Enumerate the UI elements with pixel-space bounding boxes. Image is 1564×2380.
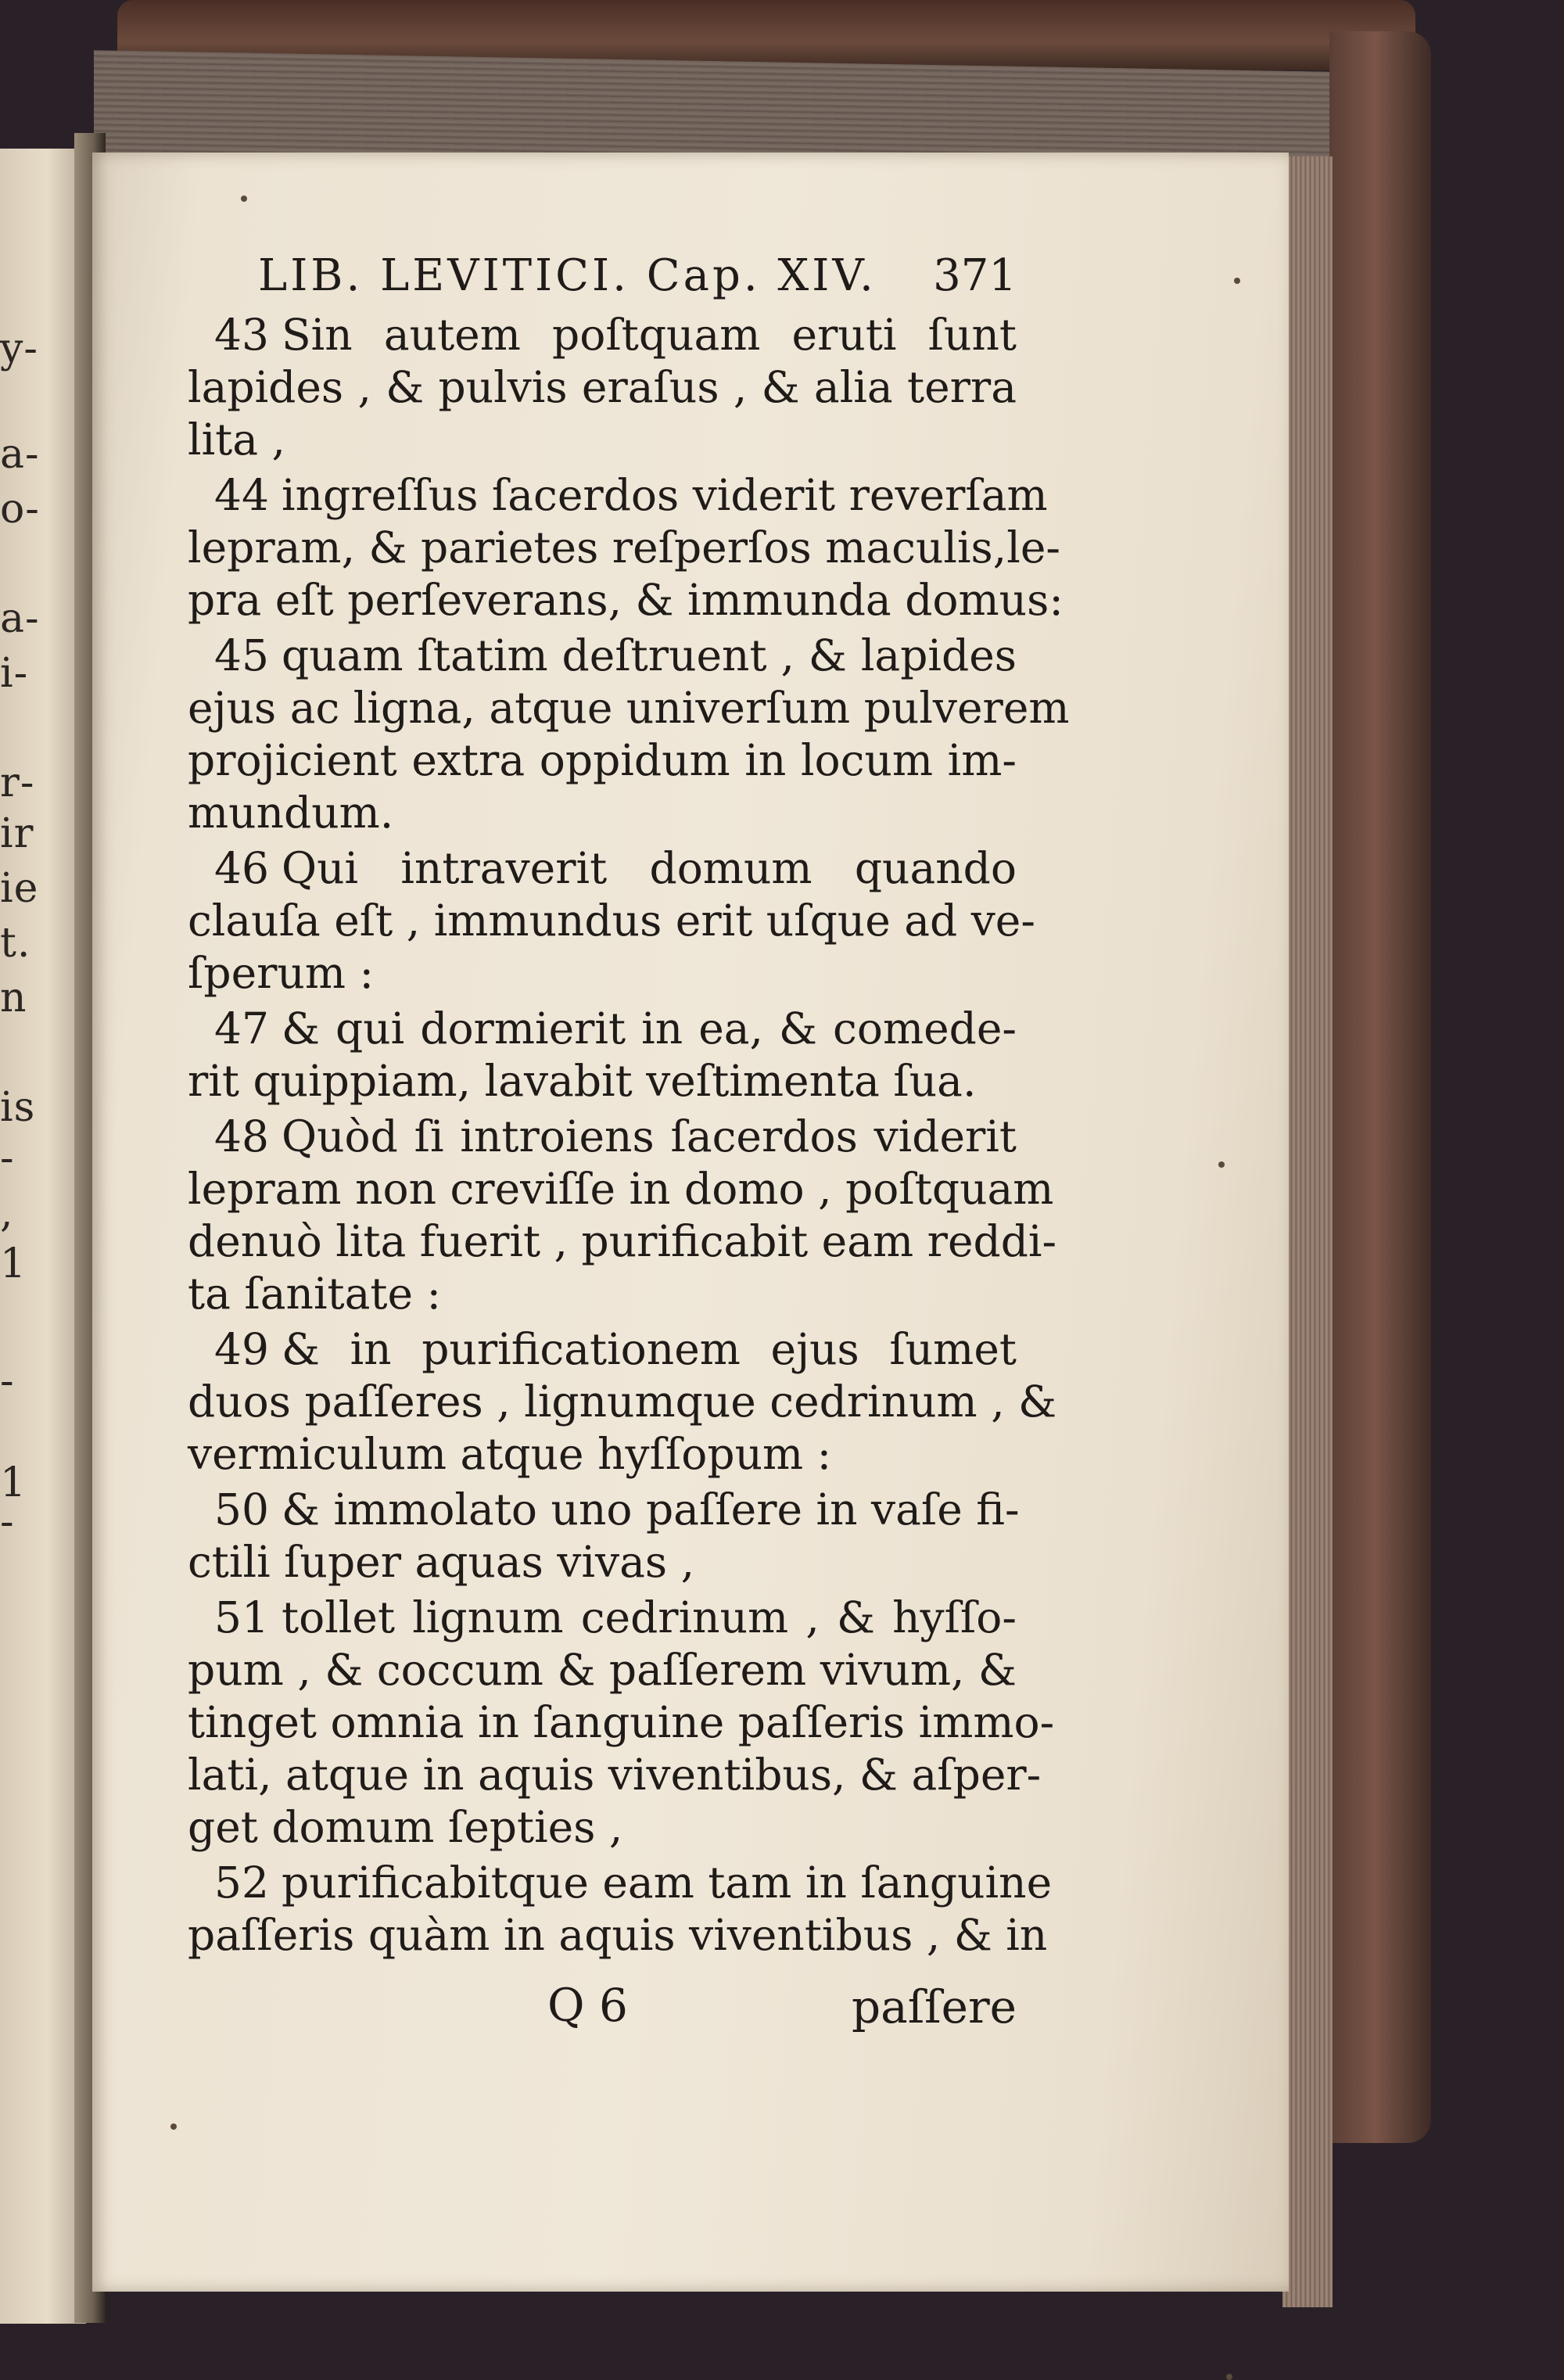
verse	[188, 1592, 1055, 1854]
verse	[188, 469, 1064, 626]
verse-line	[188, 630, 1017, 682]
verse-line-text: & immolato uno paſſere in vaſe fi-	[282, 1484, 1020, 1535]
verse-line	[188, 1749, 1042, 1801]
verse	[188, 1003, 1017, 1107]
facing-page-fragment: 1	[0, 1459, 27, 1506]
verse-line-text: ta ſanitate :	[188, 1269, 442, 1319]
facing-page-fragment: ie	[0, 865, 39, 912]
facing-page-fragment: r-	[0, 759, 35, 806]
verse-line	[188, 842, 1017, 895]
facing-page-fragment: -	[0, 1358, 15, 1405]
verse-line-text: get domum ſepties ,	[188, 1802, 623, 1852]
verse-line-text: ingreſſus ſacerdos viderit reverſam	[282, 470, 1048, 520]
verse-line-text: purificabitque eam tam in ſanguine	[282, 1858, 1053, 1908]
verse-line	[188, 1215, 1057, 1268]
verse-number: 50	[214, 1484, 269, 1535]
verse-line-text: rit quippiam, lavabit veſtimenta ſua.	[188, 1056, 977, 1106]
facing-page-fragment: a-	[0, 595, 40, 642]
verse-line	[188, 1644, 1017, 1696]
verse-line-text: Qui intraverit domum quando	[282, 843, 1017, 893]
facing-page-left	[0, 149, 86, 2324]
facing-page-fragment: a-	[0, 431, 40, 478]
verse	[188, 630, 1070, 839]
page-footer	[188, 1979, 1017, 2041]
verse-line-text: tollet lignum cedrinum , & hyſſo-	[282, 1592, 1017, 1642]
verse-line-text: tinget omnia in ſanguine paſſeris immo-	[188, 1697, 1055, 1747]
verse-line-text: lita ,	[188, 415, 286, 465]
page-number: 371	[933, 250, 1017, 301]
verse-line	[188, 1055, 1017, 1107]
verse-line	[188, 734, 1017, 787]
verse-line	[188, 1376, 1057, 1428]
verse-number: 45	[214, 630, 269, 680]
running-header	[258, 250, 1017, 305]
facing-page-fragment: t.	[0, 920, 31, 967]
verse-text-block	[188, 309, 1070, 1965]
verse	[188, 1484, 1020, 1588]
verse-line-text: ſperum :	[188, 948, 374, 998]
verse-line	[188, 1163, 1054, 1215]
verse-line	[188, 1003, 1017, 1055]
verse-line-text: ejus ac ligna, atque univerſum pulverem	[188, 683, 1070, 733]
facing-page-fragment: 1	[0, 1240, 27, 1287]
running-title: LIB. LEVITICI. Cap. XIV.	[258, 250, 877, 301]
verse-line-text: & qui dormierit in ea, & comede-	[282, 1003, 1017, 1054]
verse-line	[188, 1428, 1017, 1481]
verse-line-text: mundum.	[188, 788, 394, 838]
verse-line	[188, 787, 1017, 839]
verse-number: 46	[214, 843, 269, 893]
verse-line	[188, 682, 1070, 734]
verse-line	[188, 1592, 1017, 1644]
ink-speck	[1218, 1161, 1225, 1168]
verse-line	[188, 414, 1017, 466]
ink-speck	[241, 196, 247, 202]
verse	[188, 309, 1017, 466]
verse-line	[188, 361, 1017, 414]
verse-line	[188, 947, 1017, 1000]
verse-number: 49	[214, 1324, 269, 1374]
verse-line	[188, 1696, 1055, 1749]
verse-number: 48	[214, 1111, 269, 1161]
verse-line-text: paſſeris quàm in aquis viventibus , & in	[188, 1910, 1048, 1960]
verse-line-text: pum , & coccum & paſſerem vivum, &	[188, 1645, 1017, 1695]
verse-line	[188, 522, 1060, 574]
verse-line-text: & in purificationem ejus ſumet	[282, 1324, 1017, 1374]
facing-page-fragment: o-	[0, 486, 40, 533]
verse	[188, 1323, 1057, 1481]
facing-page-fragment: is	[0, 1084, 36, 1131]
verse-number: 47	[214, 1003, 269, 1054]
verse-line-text: lapides , & pulvis eraſus , & alia terra	[188, 362, 1017, 412]
facing-page-fragment: y-	[0, 325, 38, 372]
verse-line	[188, 309, 1017, 361]
verse-line	[188, 469, 1048, 522]
verse	[188, 1857, 1053, 1962]
ink-speck	[1226, 2374, 1232, 2380]
verse-line-text: clauſa eſt , immundus erit uſque ad ve-	[188, 896, 1035, 946]
facing-page-fragment: ,	[0, 1190, 14, 1237]
verse	[188, 1111, 1057, 1320]
verse-line	[188, 1323, 1017, 1376]
verse-number: 44	[214, 470, 269, 520]
verse-line-text: lati, atque in aquis viventibus, & aſper-	[188, 1750, 1042, 1800]
facing-page-fragment: ir	[0, 810, 34, 857]
verse-number: 43	[214, 310, 269, 360]
catchword: paſſere	[851, 1980, 1017, 2034]
verse-line	[188, 1268, 1017, 1320]
verse-line-text: Sin autem poſtquam eruti ſunt	[282, 310, 1017, 360]
verse-line-text: vermiculum atque hyſſopum :	[188, 1429, 832, 1479]
verse-line-text: denuò lita fuerit , purificabit eam reddi-	[188, 1216, 1057, 1266]
verse-line	[188, 574, 1064, 626]
verse-line-text: quam ſtatim deſtruent , & lapides	[282, 630, 1017, 680]
facing-page-fragment: n	[0, 975, 27, 1021]
verse-line	[188, 1484, 1020, 1536]
ink-speck	[1234, 278, 1240, 284]
verse	[188, 842, 1035, 1000]
verse-line-text: lepram, & parietes reſperſos maculis,le-	[188, 522, 1060, 573]
verse-number: 51	[214, 1592, 269, 1642]
verse-line-text: duos paſſeres , lignumque cedrinum , &	[188, 1377, 1057, 1427]
verse-line	[188, 1909, 1048, 1962]
verse-line-text: Quòd ſi introiens ſacerdos viderit	[282, 1111, 1017, 1161]
verse-line-text: lepram non creviſſe in domo , poſtquam	[188, 1164, 1054, 1214]
book-cover-right	[1329, 31, 1431, 2143]
verse-line-text: pra eſt perſeverans, & immunda domus:	[188, 575, 1064, 625]
facing-page-fragment: i-	[0, 650, 29, 697]
facing-page-fragment: -	[0, 1135, 15, 1182]
signature-mark: Q 6	[547, 1979, 628, 2032]
verse-line-text: ctili ſuper aquas vivas ,	[188, 1537, 695, 1587]
verse-line	[188, 1801, 1017, 1854]
verse-line	[188, 1857, 1053, 1909]
verse-line	[188, 1111, 1017, 1163]
verse-line	[188, 1536, 1017, 1588]
verse-number: 52	[214, 1858, 269, 1908]
ink-speck	[170, 2123, 177, 2130]
facing-page-fragment: -	[0, 1499, 15, 1545]
page-edges-right	[1282, 156, 1333, 2307]
verse-line-text: projicient extra oppidum in locum im-	[188, 735, 1017, 785]
verse-line	[188, 895, 1035, 947]
